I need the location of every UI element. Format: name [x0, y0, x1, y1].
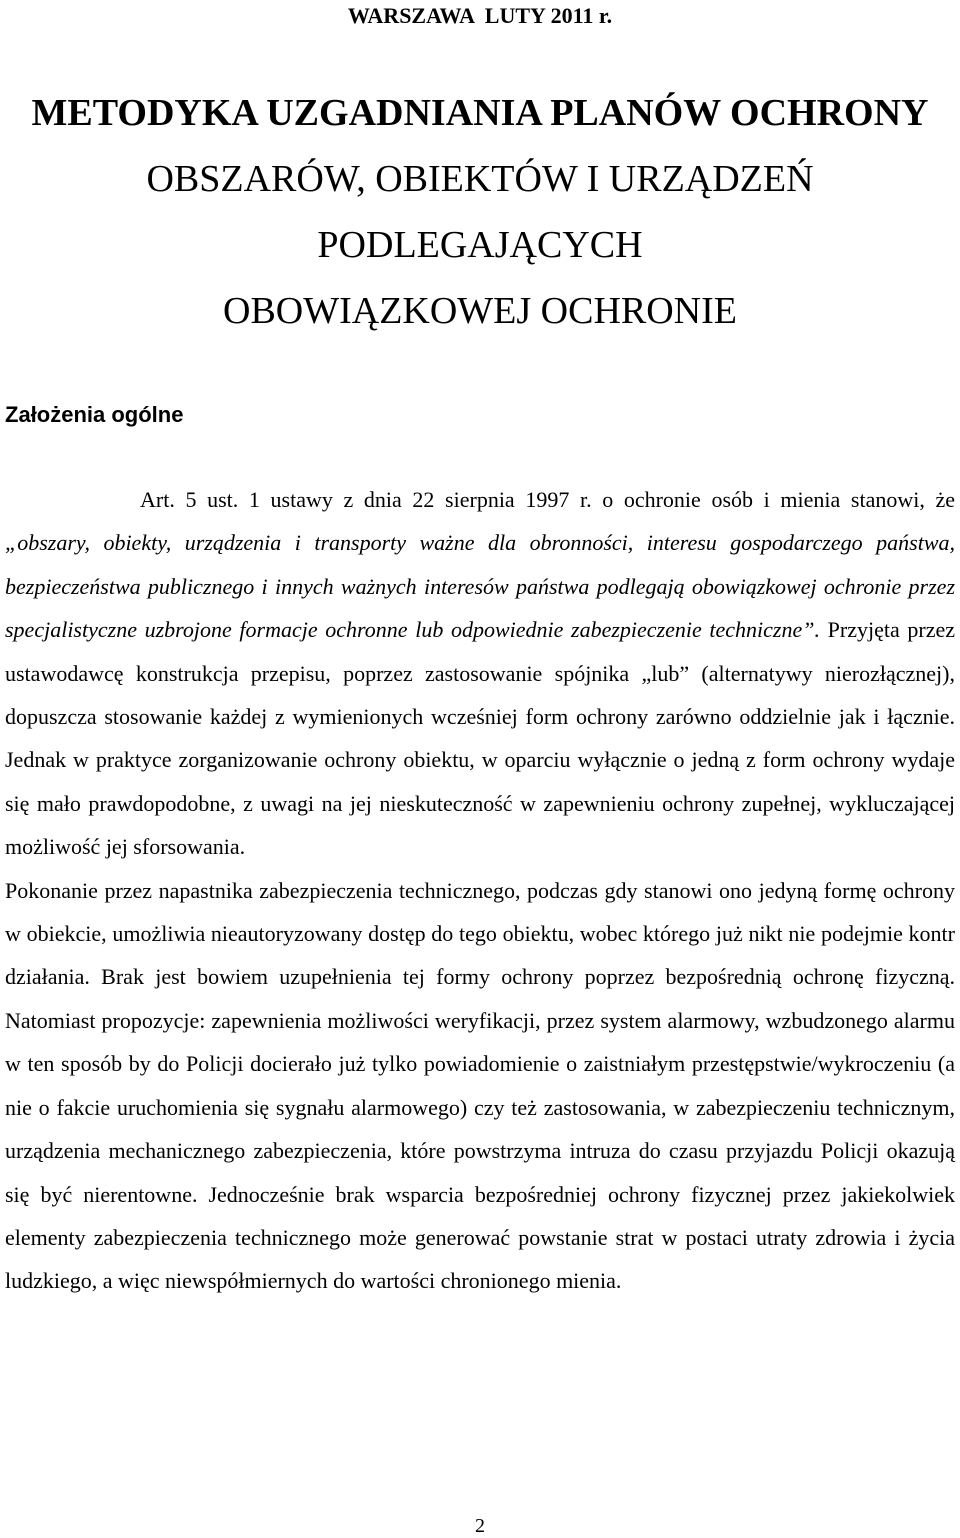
section-heading: Założenia ogólne [5, 402, 184, 427]
document-header: WARSZAWA LUTY 2011 r. [347, 3, 613, 28]
title-line-3: PODLEGAJĄCYCH [317, 224, 643, 266]
paragraph-1-rest: Przyjęta przez ustawodawcę konstrukcja przepisu, poprzez zastosowanie spójnika „lub” (alternatywy nierozłącznej), dopuszcza stosowanie każdej z wymienionych wcześniej form ochrony zarówno oddzielnie jak i łącznie. Jednak w praktyce zorganizowanie ochrony obiektu, w oparciu wyłącznie o jedną z form ochrony wydaje się mało prawdopodobne, z uwagi na jej nieskuteczność w zapewnieniu ochrony zupełnej, wykluczającej możliwość jej sforsowania. [5, 617, 955, 860]
document-title [0, 80, 960, 344]
page-number: 2 [475, 1515, 485, 1537]
title-line-1: METODYKA UZGADNIANIA PLANÓW OCHRONY [31, 92, 929, 134]
paragraph-1-intro: Art. 5 ust. 1 ustawy z dnia 22 sierpnia 1997 r. o ochronie osób i mienia stanowi, że [140, 487, 955, 512]
document-body [5, 478, 955, 1303]
title-line-4: OBOWIĄZKOWEJ OCHRONIE [223, 290, 737, 332]
title-line-2: OBSZARÓW, OBIEKTÓW I URZĄDZEŃ [146, 158, 814, 200]
paragraph-1-quote: „obszary, obiekty, urządzenia i transporty ważne dla obronności, interesu gospodarczego państwa, bezpieczeństwa publicznego i innych ważnych interesów państwa podlegają obowiązkowej ochronie przez specjalistyczne uzbrojone formacje ochronne lub odpowiednie zabezpieczenie techniczne”. [5, 530, 955, 643]
paragraph-1 [5, 478, 955, 869]
paragraph-2: Pokonanie przez napastnika zabezpieczenia technicznego, podczas gdy stanowi ono jedyną formę ochrony w obiekcie, umożliwia nieautoryzowany dostęp do tego obiektu, wobec którego już nikt nie podejmie kontr działania. Brak jest bowiem uzupełnienia tej formy ochrony poprzez bezpośrednią ochronę fizyczną. Natomiast propozycje: zapewnienia możliwości weryfikacji, przez system alarmowy, wzbudzonego alarmu w ten sposób by do Policji docierało już tylko powiadomienie o zaistniałym przestępstwie/wykroczeniu (a nie o fakcie uruchomienia się sygnału alarmowego) czy też zastosowania, w zabezpieczeniu technicznym, urządzenia mechanicznego zabezpieczenia, które powstrzyma intruza do czasu przyjazdu Policji okazują się być nierentowne. Jednocześnie brak wsparcia bezpośredniej ochrony fizycznej przez jakiekolwiek elementy zabezpieczenia technicznego może generować powstanie strat w postaci utraty zdrowia i życia ludzkiego, a więc niewspółmiernych do wartości chronionego mienia. [5, 877, 955, 1294]
